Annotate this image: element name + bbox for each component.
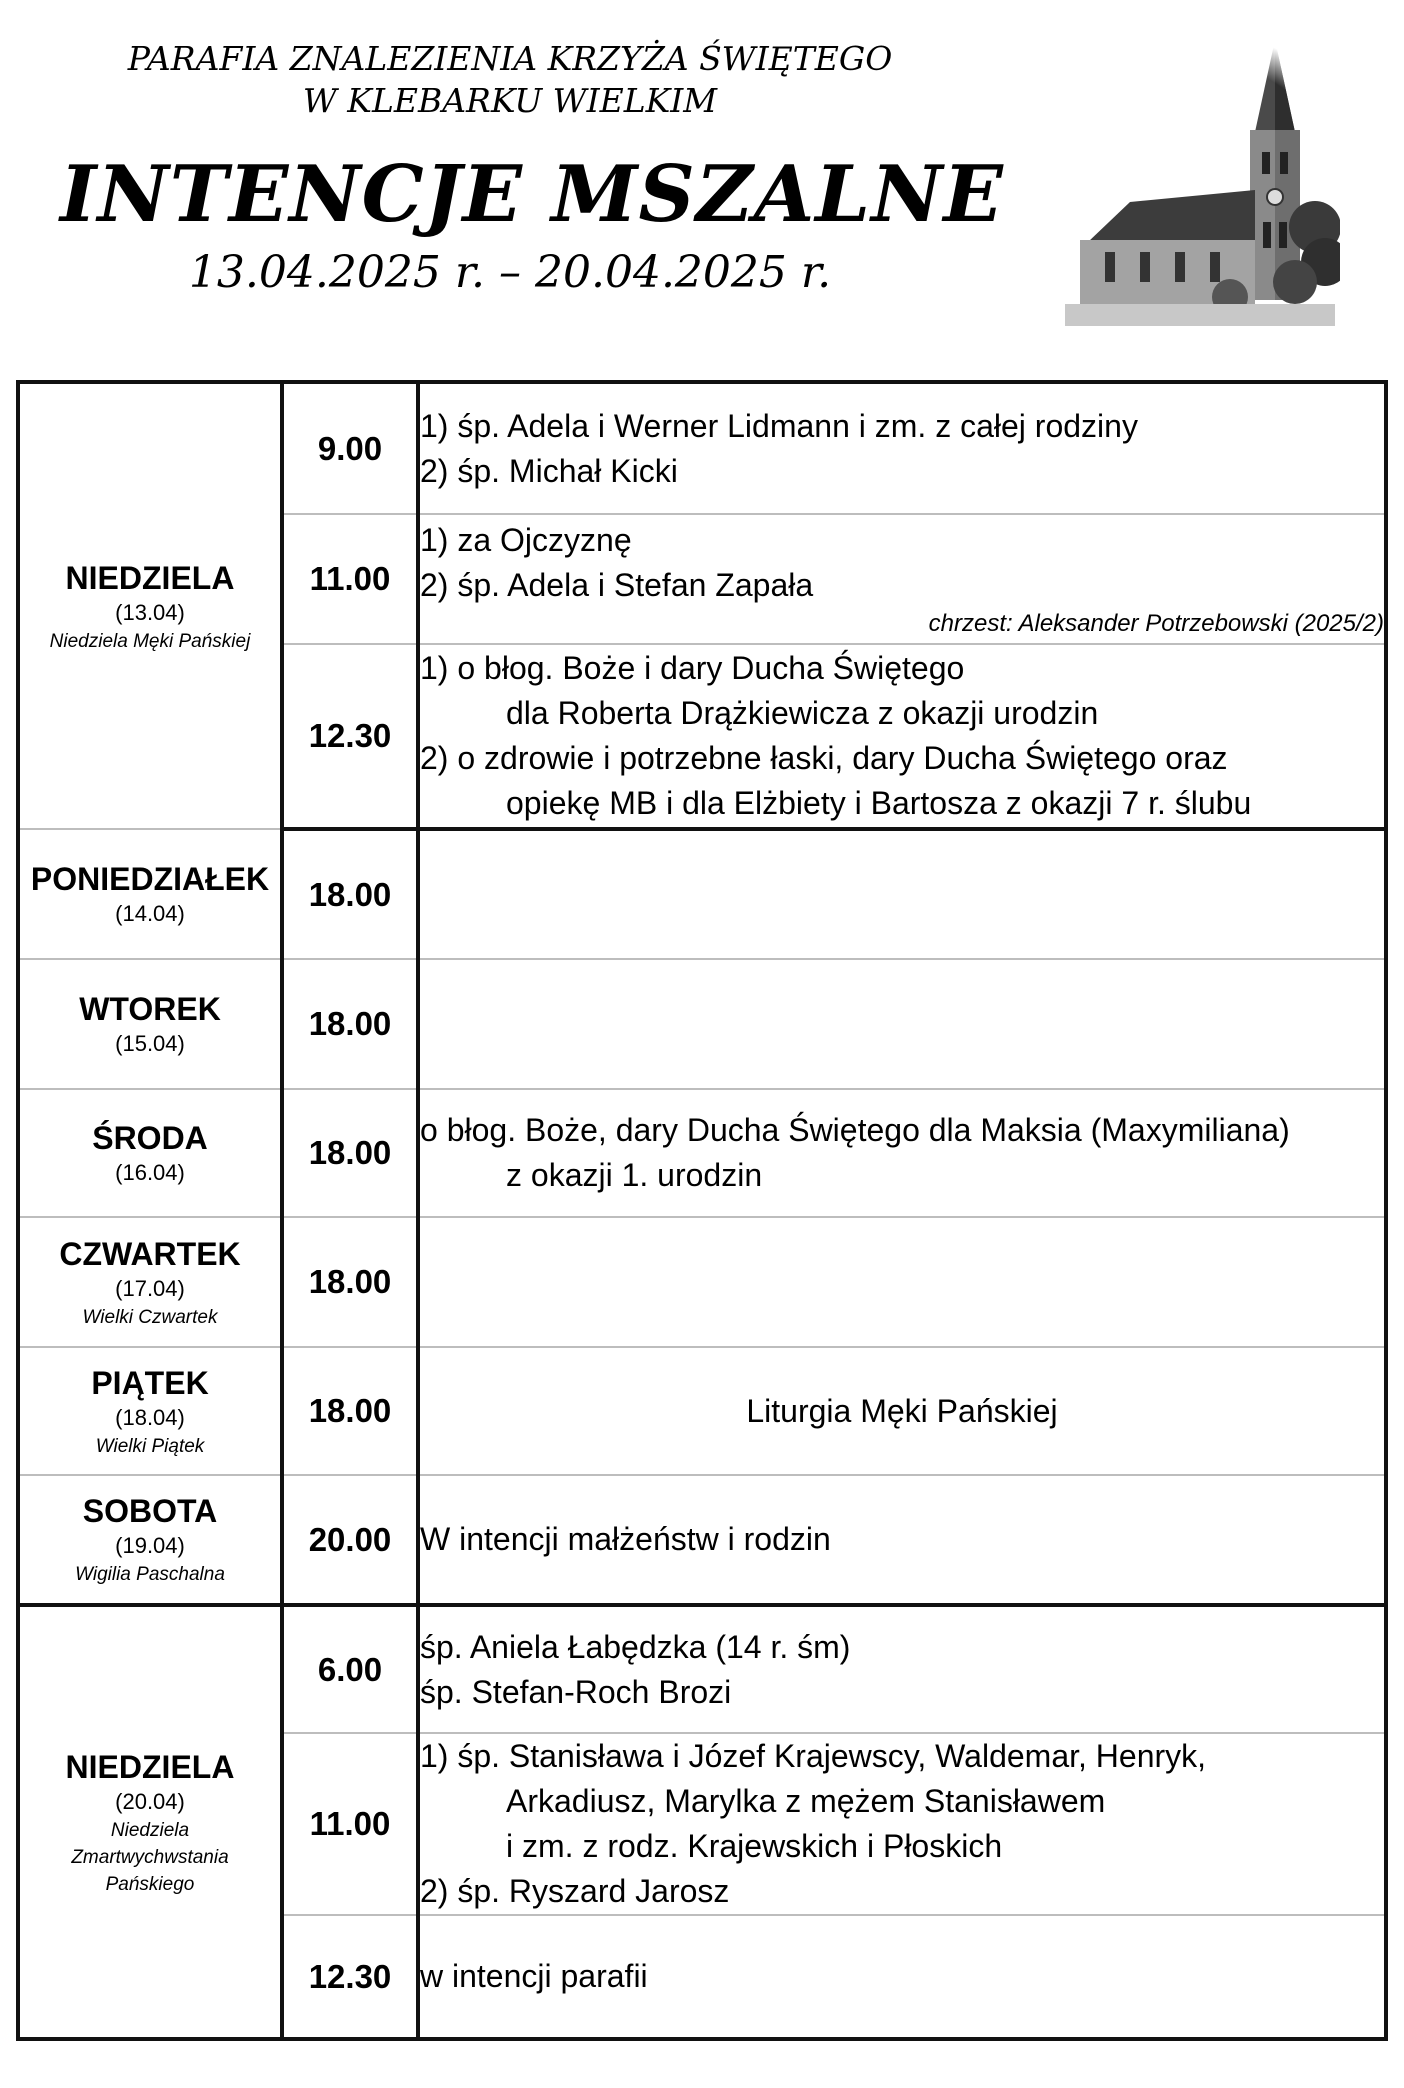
intention-line: o błog. Boże, dary Ducha Świętego dla Maksia (Maxymiliana) bbox=[420, 1112, 1290, 1148]
intention-cell bbox=[418, 1217, 1386, 1347]
mass-time: 18.00 bbox=[282, 1217, 418, 1347]
day-cell bbox=[18, 1605, 282, 2039]
day-note: Pańskiego bbox=[105, 1873, 195, 1895]
intention-line: 2) śp. Ryszard Jarosz bbox=[420, 1873, 730, 1909]
table-row bbox=[18, 829, 1386, 959]
intention-cell bbox=[418, 1733, 1386, 1915]
mass-intentions-table bbox=[16, 380, 1388, 2041]
intention-text: W intencji małżeństw i rodzin bbox=[418, 1475, 1386, 1605]
intention-line: 2) śp. Adela i Stefan Zapała bbox=[420, 567, 814, 603]
day-cell bbox=[18, 1347, 282, 1475]
intention-cell bbox=[418, 1605, 1386, 1733]
date-range: 13.04.2025 r. – 20.04.2025 r. bbox=[188, 247, 832, 298]
table-row bbox=[18, 382, 1386, 514]
mass-time: 18.00 bbox=[282, 829, 418, 959]
liturgy-text: Liturgia Męki Pańskiej bbox=[418, 1347, 1386, 1475]
day-note: Wielki Czwartek bbox=[82, 1306, 218, 1328]
day-cell bbox=[18, 1475, 282, 1605]
day-date: (15.04) bbox=[115, 1031, 185, 1056]
intention-cell bbox=[418, 1915, 1386, 2039]
baptism-note: chrzest: Aleksander Potrzebowski (2025/2) bbox=[928, 610, 1384, 637]
intention-line: śp. Stefan-Roch Brozi bbox=[420, 1673, 732, 1710]
intention-line: Arkadiusz, Marylka z mężem Stanisławem bbox=[506, 1783, 1106, 1819]
intention-line: 1) śp. Adela i Werner Lidmann i zm. z całej rodziny bbox=[420, 407, 1138, 444]
day-date: (13.04) bbox=[115, 599, 185, 625]
mass-time: 9.00 bbox=[282, 382, 418, 514]
table-row bbox=[18, 1475, 1386, 1605]
intention-cell bbox=[418, 382, 1386, 514]
day-name: PONIEDZIAŁEK bbox=[30, 861, 270, 897]
mass-time: 18.00 bbox=[282, 1347, 418, 1475]
day-note: Wielki Piątek bbox=[95, 1435, 205, 1457]
day-name: PIĄTEK bbox=[91, 1364, 209, 1401]
day-cell bbox=[18, 959, 282, 1089]
mass-time: 18.00 bbox=[282, 959, 418, 1089]
mass-time: 6.00 bbox=[282, 1605, 418, 1733]
day-note: Niedziela bbox=[110, 1819, 190, 1841]
table-row bbox=[18, 1089, 1386, 1217]
day-date: (17.04) bbox=[115, 1275, 185, 1301]
intention-line: śp. Aniela Łabędzka (14 r. śm) bbox=[420, 1628, 851, 1665]
table-row bbox=[18, 1605, 1386, 1733]
day-date: (16.04) bbox=[115, 1160, 185, 1185]
intention-line: 1) o błog. Boże i dary Ducha Świętego bbox=[420, 650, 965, 686]
mass-time: 12.30 bbox=[282, 1915, 418, 2039]
intention-cell bbox=[418, 829, 1386, 959]
day-cell bbox=[18, 1217, 282, 1347]
parish-name-line1: PARAFIA ZNALEZIENIA KRZYŻA ŚWIĘTEGO bbox=[127, 39, 893, 78]
day-date: (19.04) bbox=[115, 1533, 185, 1558]
day-cell bbox=[18, 829, 282, 959]
mass-time: 11.00 bbox=[282, 514, 418, 644]
day-name: ŚRODA bbox=[92, 1120, 208, 1156]
intention-line: 2) o zdrowie i potrzebne łaski, dary Ducha Świętego oraz bbox=[420, 740, 1228, 776]
day-cell bbox=[18, 382, 282, 829]
intention-line: dla Roberta Drążkiewicza z okazji urodzin bbox=[506, 695, 1099, 731]
day-date: (14.04) bbox=[115, 901, 185, 926]
intention-line: 1) za Ojczyznę bbox=[420, 522, 632, 558]
day-name: NIEDZIELA bbox=[65, 559, 235, 596]
intention-line: z okazji 1. urodzin bbox=[506, 1157, 763, 1193]
mass-time: 20.00 bbox=[282, 1475, 418, 1605]
day-name: SOBOTA bbox=[82, 1493, 218, 1529]
day-date: (20.04) bbox=[115, 1788, 185, 1814]
day-note: Niedziela Męki Pańskiej bbox=[49, 630, 251, 652]
intention-cell bbox=[418, 959, 1386, 1089]
mass-time: 18.00 bbox=[282, 1089, 418, 1217]
intention-line: opiekę MB i dla Elżbiety i Bartosza z okazji 7 r. ślubu bbox=[506, 785, 1252, 821]
page-title: INTENCJE MSZALNE bbox=[60, 149, 1004, 240]
intention-line: w intencji parafii bbox=[420, 1958, 648, 1994]
mass-time: 11.00 bbox=[282, 1733, 418, 1915]
table-row bbox=[18, 1347, 1386, 1475]
day-name: NIEDZIELA bbox=[65, 1748, 235, 1785]
day-note: Zmartwychwstania bbox=[71, 1846, 229, 1868]
intention-line: i zm. z rodz. Krajewskich i Płoskich bbox=[506, 1828, 1003, 1864]
intention-cell bbox=[418, 644, 1386, 829]
intention-line: 1) śp. Stanisława i Józef Krajewscy, Waldemar, Henryk, bbox=[420, 1738, 1207, 1774]
day-date: (18.04) bbox=[115, 1404, 185, 1430]
intention-cell bbox=[418, 514, 1386, 644]
table-row bbox=[18, 959, 1386, 1089]
day-name: WTOREK bbox=[79, 991, 221, 1027]
intention-line: 2) śp. Michał Kicki bbox=[420, 452, 678, 489]
day-name: CZWARTEK bbox=[59, 1235, 241, 1272]
church-illustration bbox=[1050, 12, 1340, 334]
day-note: Wigilia Paschalna bbox=[75, 1564, 225, 1585]
intention-cell bbox=[418, 1089, 1386, 1217]
day-cell bbox=[18, 1089, 282, 1217]
table-row bbox=[18, 1217, 1386, 1347]
mass-time: 12.30 bbox=[282, 644, 418, 829]
parish-name-line2: W KLEBARKU WIELKIM bbox=[302, 81, 718, 120]
